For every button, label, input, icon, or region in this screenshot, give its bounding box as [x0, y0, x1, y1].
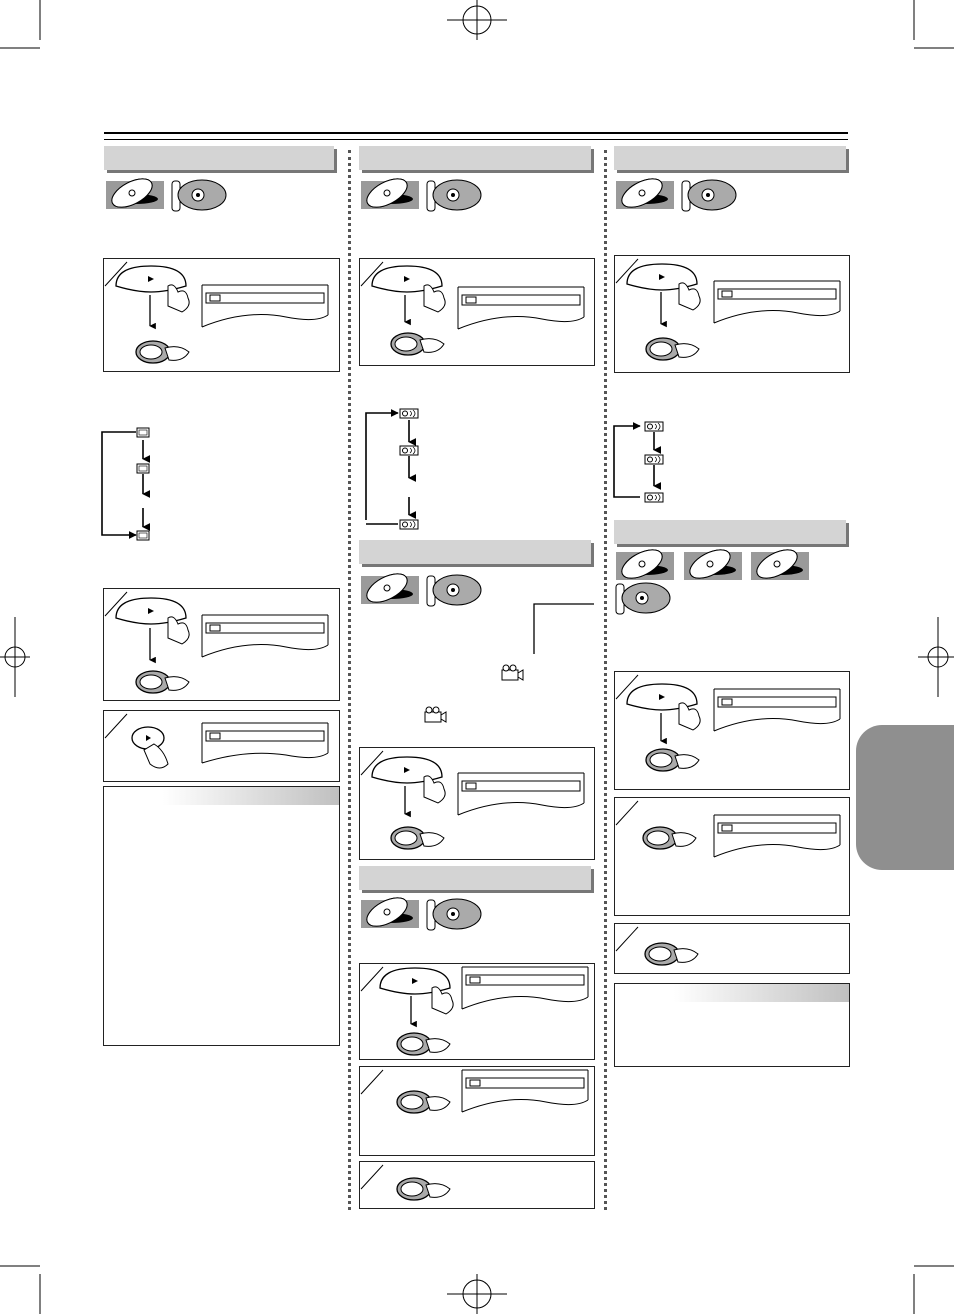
camera-angle-icon [502, 665, 523, 680]
